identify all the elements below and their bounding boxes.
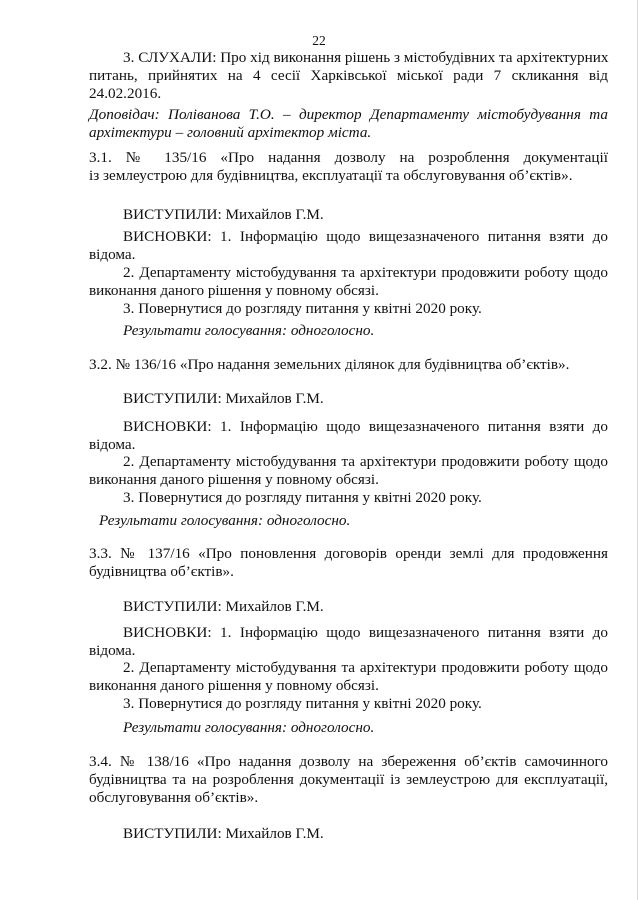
section-3-3-conclusion-line4: виконання даного рішення у повному обсязі.	[89, 677, 379, 694]
section-3-1-conclusion-line2: відома.	[89, 246, 136, 263]
section-3-2-title-line1: 3.2. № 136/16 «Про надання земельних ділянок для будівництва об’єктів».	[89, 356, 570, 373]
section-3-1-spoke: ВИСТУПИЛИ: Михайлов Г.М.	[123, 206, 324, 223]
item3-speaker-line1: Доповідач: Поліванова Т.О. – директор Департаменту містобудування та	[89, 106, 608, 123]
section-3-2-spoke: ВИСТУПИЛИ: Михайлов Г.М.	[123, 390, 324, 407]
page-number: 22	[312, 33, 326, 48]
section-3-3-conclusion-line2: відома.	[89, 642, 136, 659]
section-3-4-title-line1: 3.4. № 138/16 «Про надання дозволу на збереження об’єктів самочинного	[89, 753, 608, 770]
section-3-4-title-line2: будівництва та на розроблення документації із землеустрою для експлуатації,	[89, 771, 608, 788]
section-3-3-title-line2: будівництва об’єктів».	[89, 563, 234, 580]
section-3-3-vote: Результати голосування: одноголосно.	[123, 719, 375, 736]
section-3-2-conclusion-line1: ВИСНОВКИ: 1. Інформацію щодо вищезазначеного питання взяти до	[123, 418, 608, 435]
section-3-1-title-line2: із землеустрою для будівництва, експлуатації та обслуговування об’єктів».	[89, 167, 573, 184]
item3-speaker-line2: архітектури – головний архітектор міста.	[89, 124, 372, 141]
section-3-2-conclusion-line3: 2. Департаменту містобудування та архітектури продовжити роботу щодо	[123, 453, 608, 470]
item3-heard-line2: питань, прийнятих на 4 сесії Харківської міської ради 7 скликання від	[89, 67, 608, 84]
section-3-3-conclusion-line3: 2. Департаменту містобудування та архітектури продовжити роботу щодо	[123, 659, 608, 676]
section-3-3-spoke: ВИСТУПИЛИ: Михайлов Г.М.	[123, 598, 324, 615]
section-3-2-conclusion-line5: 3. Повернутися до розгляду питання у квітні 2020 року.	[123, 489, 482, 506]
section-3-2-vote: Результати голосування: одноголосно.	[99, 512, 351, 529]
section-3-1-conclusion-line4: виконання даного рішення у повному обсязі.	[89, 282, 379, 299]
section-3-1-vote: Результати голосування: одноголосно.	[123, 322, 375, 339]
item3-heard-line1: 3. СЛУХАЛИ: Про хід виконання рішень з містобудівних та архітектурних	[123, 49, 609, 66]
section-3-4-title-line3: обслуговування об’єктів».	[89, 789, 259, 806]
section-3-2-conclusion-line4: виконання даного рішення у повному обсязі.	[89, 471, 379, 488]
section-3-1-conclusion-line3: 2. Департаменту містобудування та архітектури продовжити роботу щодо	[123, 264, 608, 281]
section-3-3-conclusion-line5: 3. Повернутися до розгляду питання у квітні 2020 року.	[123, 695, 482, 712]
section-3-1-conclusion-line1: ВИСНОВКИ: 1. Інформацію щодо вищезазначеного питання взяти до	[123, 228, 608, 245]
section-3-3-conclusion-line1: ВИСНОВКИ: 1. Інформацію щодо вищезазначеного питання взяти до	[123, 624, 608, 641]
section-3-4-spoke: ВИСТУПИЛИ: Михайлов Г.М.	[123, 825, 324, 842]
section-3-2-conclusion-line2: відома.	[89, 436, 136, 453]
item3-heard-line3: 24.02.2016.	[89, 85, 162, 102]
section-3-3-title-line1: 3.3. № 137/16 «Про поновлення договорів оренди землі для продовження	[89, 545, 608, 562]
section-3-1-conclusion-line5: 3. Повернутися до розгляду питання у квітні 2020 року.	[123, 300, 482, 317]
section-3-1-title-line1: 3.1. № 135/16 «Про надання дозволу на розроблення документації	[89, 149, 608, 166]
